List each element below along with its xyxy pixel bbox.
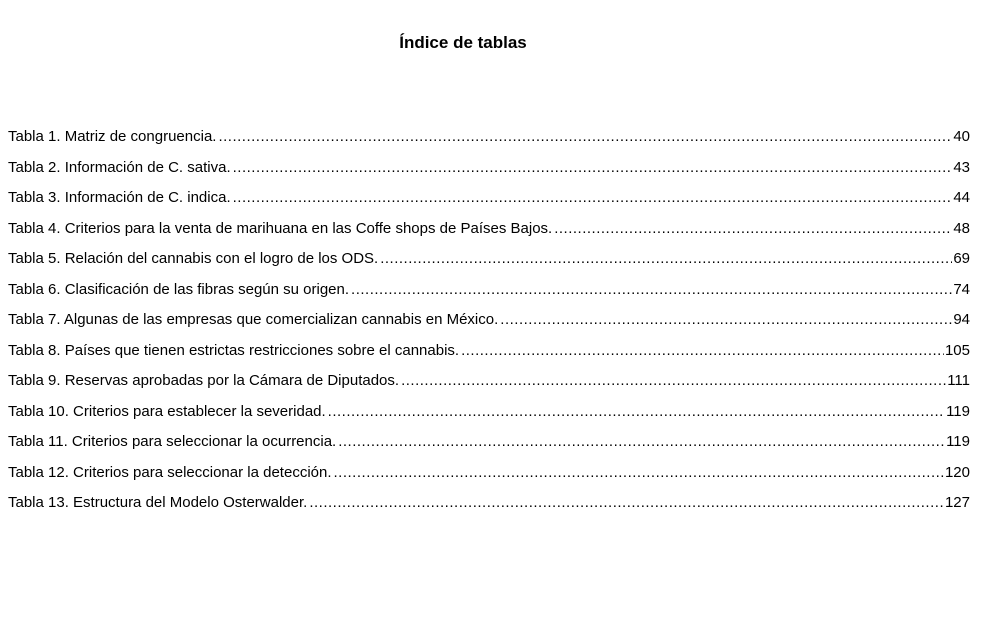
toc-entry-label: Tabla 3. Información de C. indica. <box>8 189 231 206</box>
toc-entry-page-number: 119 <box>946 433 970 450</box>
page-title: Índice de tablas <box>399 33 527 52</box>
toc-entry[interactable] <box>8 402 970 433</box>
toc-entry[interactable] <box>8 127 970 158</box>
toc-entry-page-number: 111 <box>947 372 970 389</box>
toc-entry[interactable] <box>8 432 970 463</box>
toc-entry[interactable] <box>8 493 970 524</box>
toc-entry-label: Tabla 9. Reservas aprobadas por la Cámara de Diputados. <box>8 372 400 389</box>
toc-entry-page-number: 69 <box>953 250 970 267</box>
dot-leader <box>351 280 952 300</box>
toc-entry-label: Tabla 10. Criterios para establecer la severidad. <box>8 402 326 420</box>
dot-leader <box>338 432 945 452</box>
dot-leader <box>328 402 945 422</box>
dot-leader <box>401 371 946 391</box>
dot-leader <box>334 463 944 483</box>
toc-entry[interactable] <box>8 463 970 494</box>
toc-entry-label: Tabla 6. Clasificación de las fibras según su origen. <box>8 280 350 298</box>
toc-entry-label: Tabla 13. Estructura del Modelo Osterwalder. <box>8 494 308 511</box>
toc-entry-label: Tabla 1. Matriz de congruencia. <box>8 128 217 145</box>
toc-entry-page-number: 40 <box>953 128 970 145</box>
toc-entry[interactable] <box>8 280 970 311</box>
toc-entry[interactable] <box>8 219 970 250</box>
toc-entry-label: Tabla 12. Criterios para seleccionar la detección. <box>8 463 332 481</box>
toc-entry-label: Tabla 8. Países que tienen estrictas restricciones sobre el cannabis. <box>8 341 460 359</box>
toc-entry-label: Tabla 5. Relación del cannabis con el logro de los ODS. <box>8 250 379 267</box>
dot-leader <box>461 341 944 361</box>
toc-entry-label: Tabla 11. Criterios para seleccionar la ocurrencia. <box>8 433 337 450</box>
dot-leader <box>500 310 952 330</box>
dot-leader <box>380 249 952 269</box>
toc-entry-label: Tabla 2. Información de C. sativa. <box>8 158 231 176</box>
toc-entry-page-number: 44 <box>953 189 970 206</box>
toc-entry-label: Tabla 7. Algunas de las empresas que comercializan cannabis en México. <box>8 311 499 328</box>
toc-entry[interactable] <box>8 341 970 372</box>
toc-entry[interactable] <box>8 371 970 402</box>
toc-entry-page-number: 74 <box>953 280 970 298</box>
toc-entry-page-number: 94 <box>953 311 970 328</box>
toc-entry[interactable] <box>8 310 970 341</box>
toc-entry-page-number: 48 <box>953 219 970 237</box>
dot-leader <box>233 158 953 178</box>
dot-leader <box>218 127 952 147</box>
dot-leader <box>309 493 944 513</box>
dot-leader <box>554 219 952 239</box>
toc-entry-page-number: 105 <box>944 341 970 359</box>
toc-entry[interactable] <box>8 188 970 219</box>
toc-entry[interactable] <box>8 249 970 280</box>
toc-entry-page-number: 43 <box>953 158 970 176</box>
dot-leader <box>233 188 953 208</box>
toc-entry-page-number: 127 <box>944 494 970 511</box>
toc-entry-page-number: 119 <box>946 402 970 420</box>
toc-entry[interactable] <box>8 158 970 189</box>
toc-entry-page-number: 120 <box>944 463 970 481</box>
table-index-list <box>8 127 970 524</box>
toc-entry-label: Tabla 4. Criterios para la venta de marihuana en las Coffe shops de Países Bajos. <box>8 219 553 237</box>
